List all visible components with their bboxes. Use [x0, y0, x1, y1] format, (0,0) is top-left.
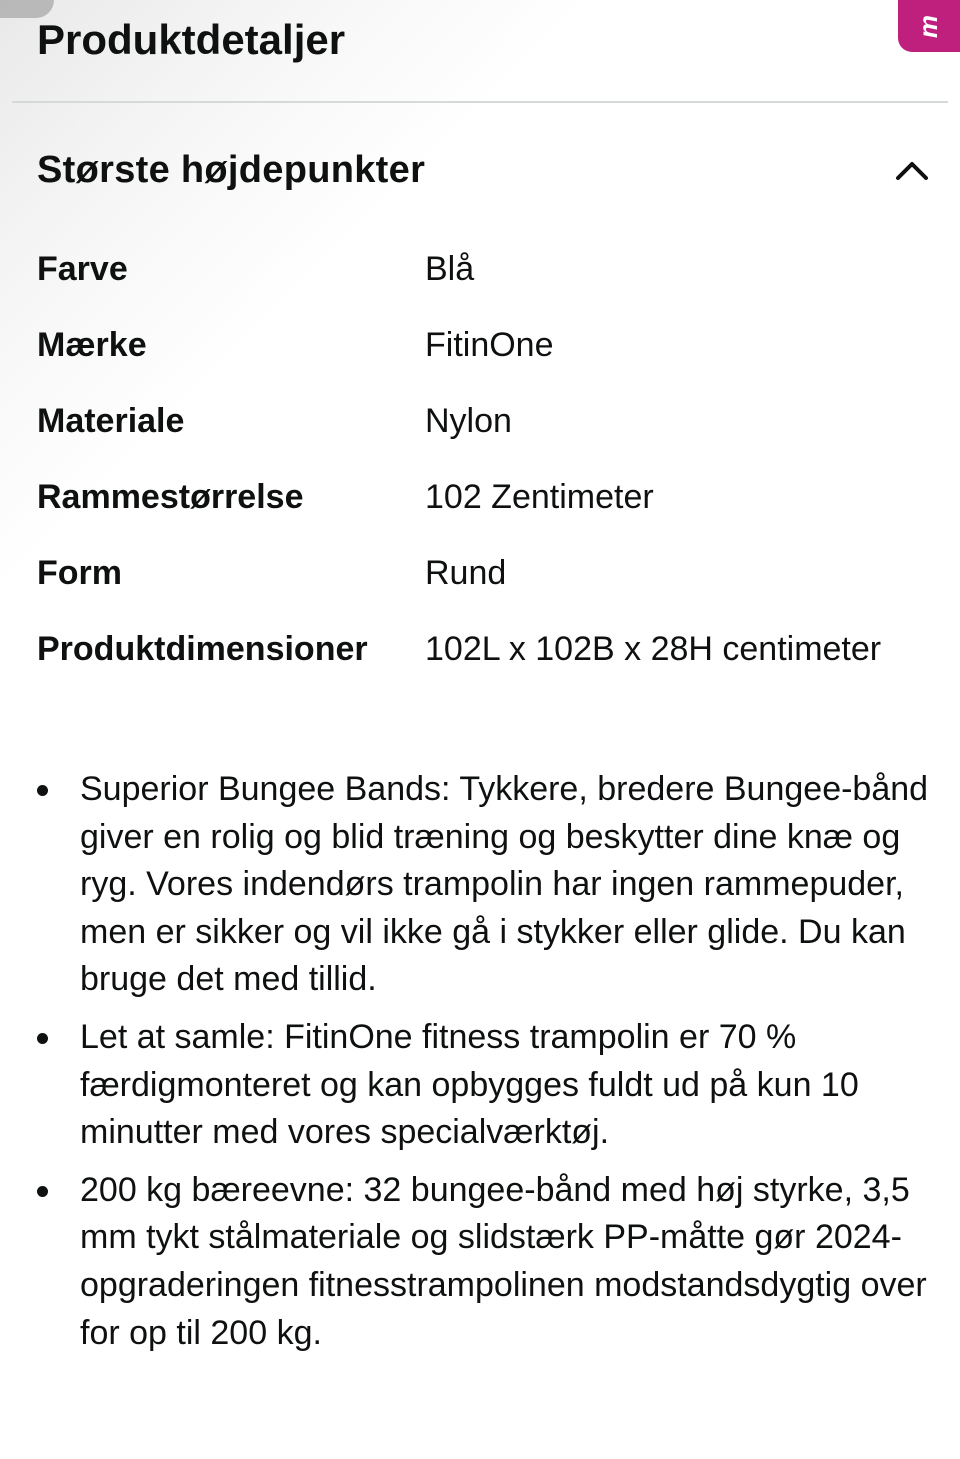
spec-label: Mærke	[37, 326, 147, 364]
side-tab-label: m	[913, 14, 944, 38]
bullet-dot-icon	[37, 1033, 48, 1044]
spec-value: Nylon	[425, 402, 512, 440]
feature-bullet	[80, 766, 930, 1004]
spec-label: Materiale	[37, 402, 185, 440]
spec-value: Rund	[425, 554, 507, 592]
spec-value: FitinOne	[425, 326, 554, 364]
feature-bullet-text: Superior Bungee Bands: Tykkere, bredere Bungee-bånd giver en rolig og blid træning og beskytter dine knæ og ryg. Vores indendørs trampolin har ingen rammepuder, men er sikker og vil ikke gå i stykker eller glide. Du kan bruge det med tillid.	[80, 770, 929, 999]
feature-bullet	[80, 1167, 930, 1357]
spec-label: Farve	[37, 250, 128, 288]
spec-row	[37, 246, 917, 322]
spec-row	[37, 322, 917, 398]
spec-label: Form	[37, 554, 122, 592]
spec-row	[37, 474, 917, 550]
spec-value: Blå	[425, 250, 475, 288]
spec-label: Produktdimensioner	[37, 630, 368, 668]
bullet-dot-icon	[37, 1186, 48, 1197]
spec-label: Rammestørrelse	[37, 478, 304, 516]
spec-row	[37, 550, 917, 626]
feature-bullet-text: Let at samle: FitinOne fitness trampolin er 70 % færdigmonteret og kan opbygges fuldt ud på kun 10 minutter med vores specialværktøj.	[80, 1017, 859, 1152]
chevron-up-icon[interactable]	[892, 150, 932, 190]
side-floating-tab[interactable]	[898, 0, 960, 52]
highlights-section-toggle[interactable]	[37, 140, 932, 200]
bullet-dot-icon	[37, 785, 48, 796]
spec-row	[37, 398, 917, 474]
page-title: Produktdetaljer	[37, 16, 346, 63]
section-divider	[12, 101, 948, 103]
product-specs-table	[37, 246, 917, 673]
feature-bullet-list	[0, 766, 930, 1367]
feature-bullet-text: 200 kg bæreevne: 32 bungee-bånd med høj styrke, 3,5 mm tykt stålmateriale og slidstærk PP-måtte gør 2024-opgraderingen fitnesstrampolinen modstandsdygtig over for op til 200 kg.	[80, 1170, 927, 1352]
spec-value: 102 Zentimeter	[425, 478, 654, 516]
feature-bullet	[80, 1014, 930, 1157]
section-title: Største højdepunkter	[37, 148, 426, 191]
spec-row	[37, 626, 917, 673]
spec-value: 102L x 102B x 28H centimeter	[425, 630, 882, 668]
